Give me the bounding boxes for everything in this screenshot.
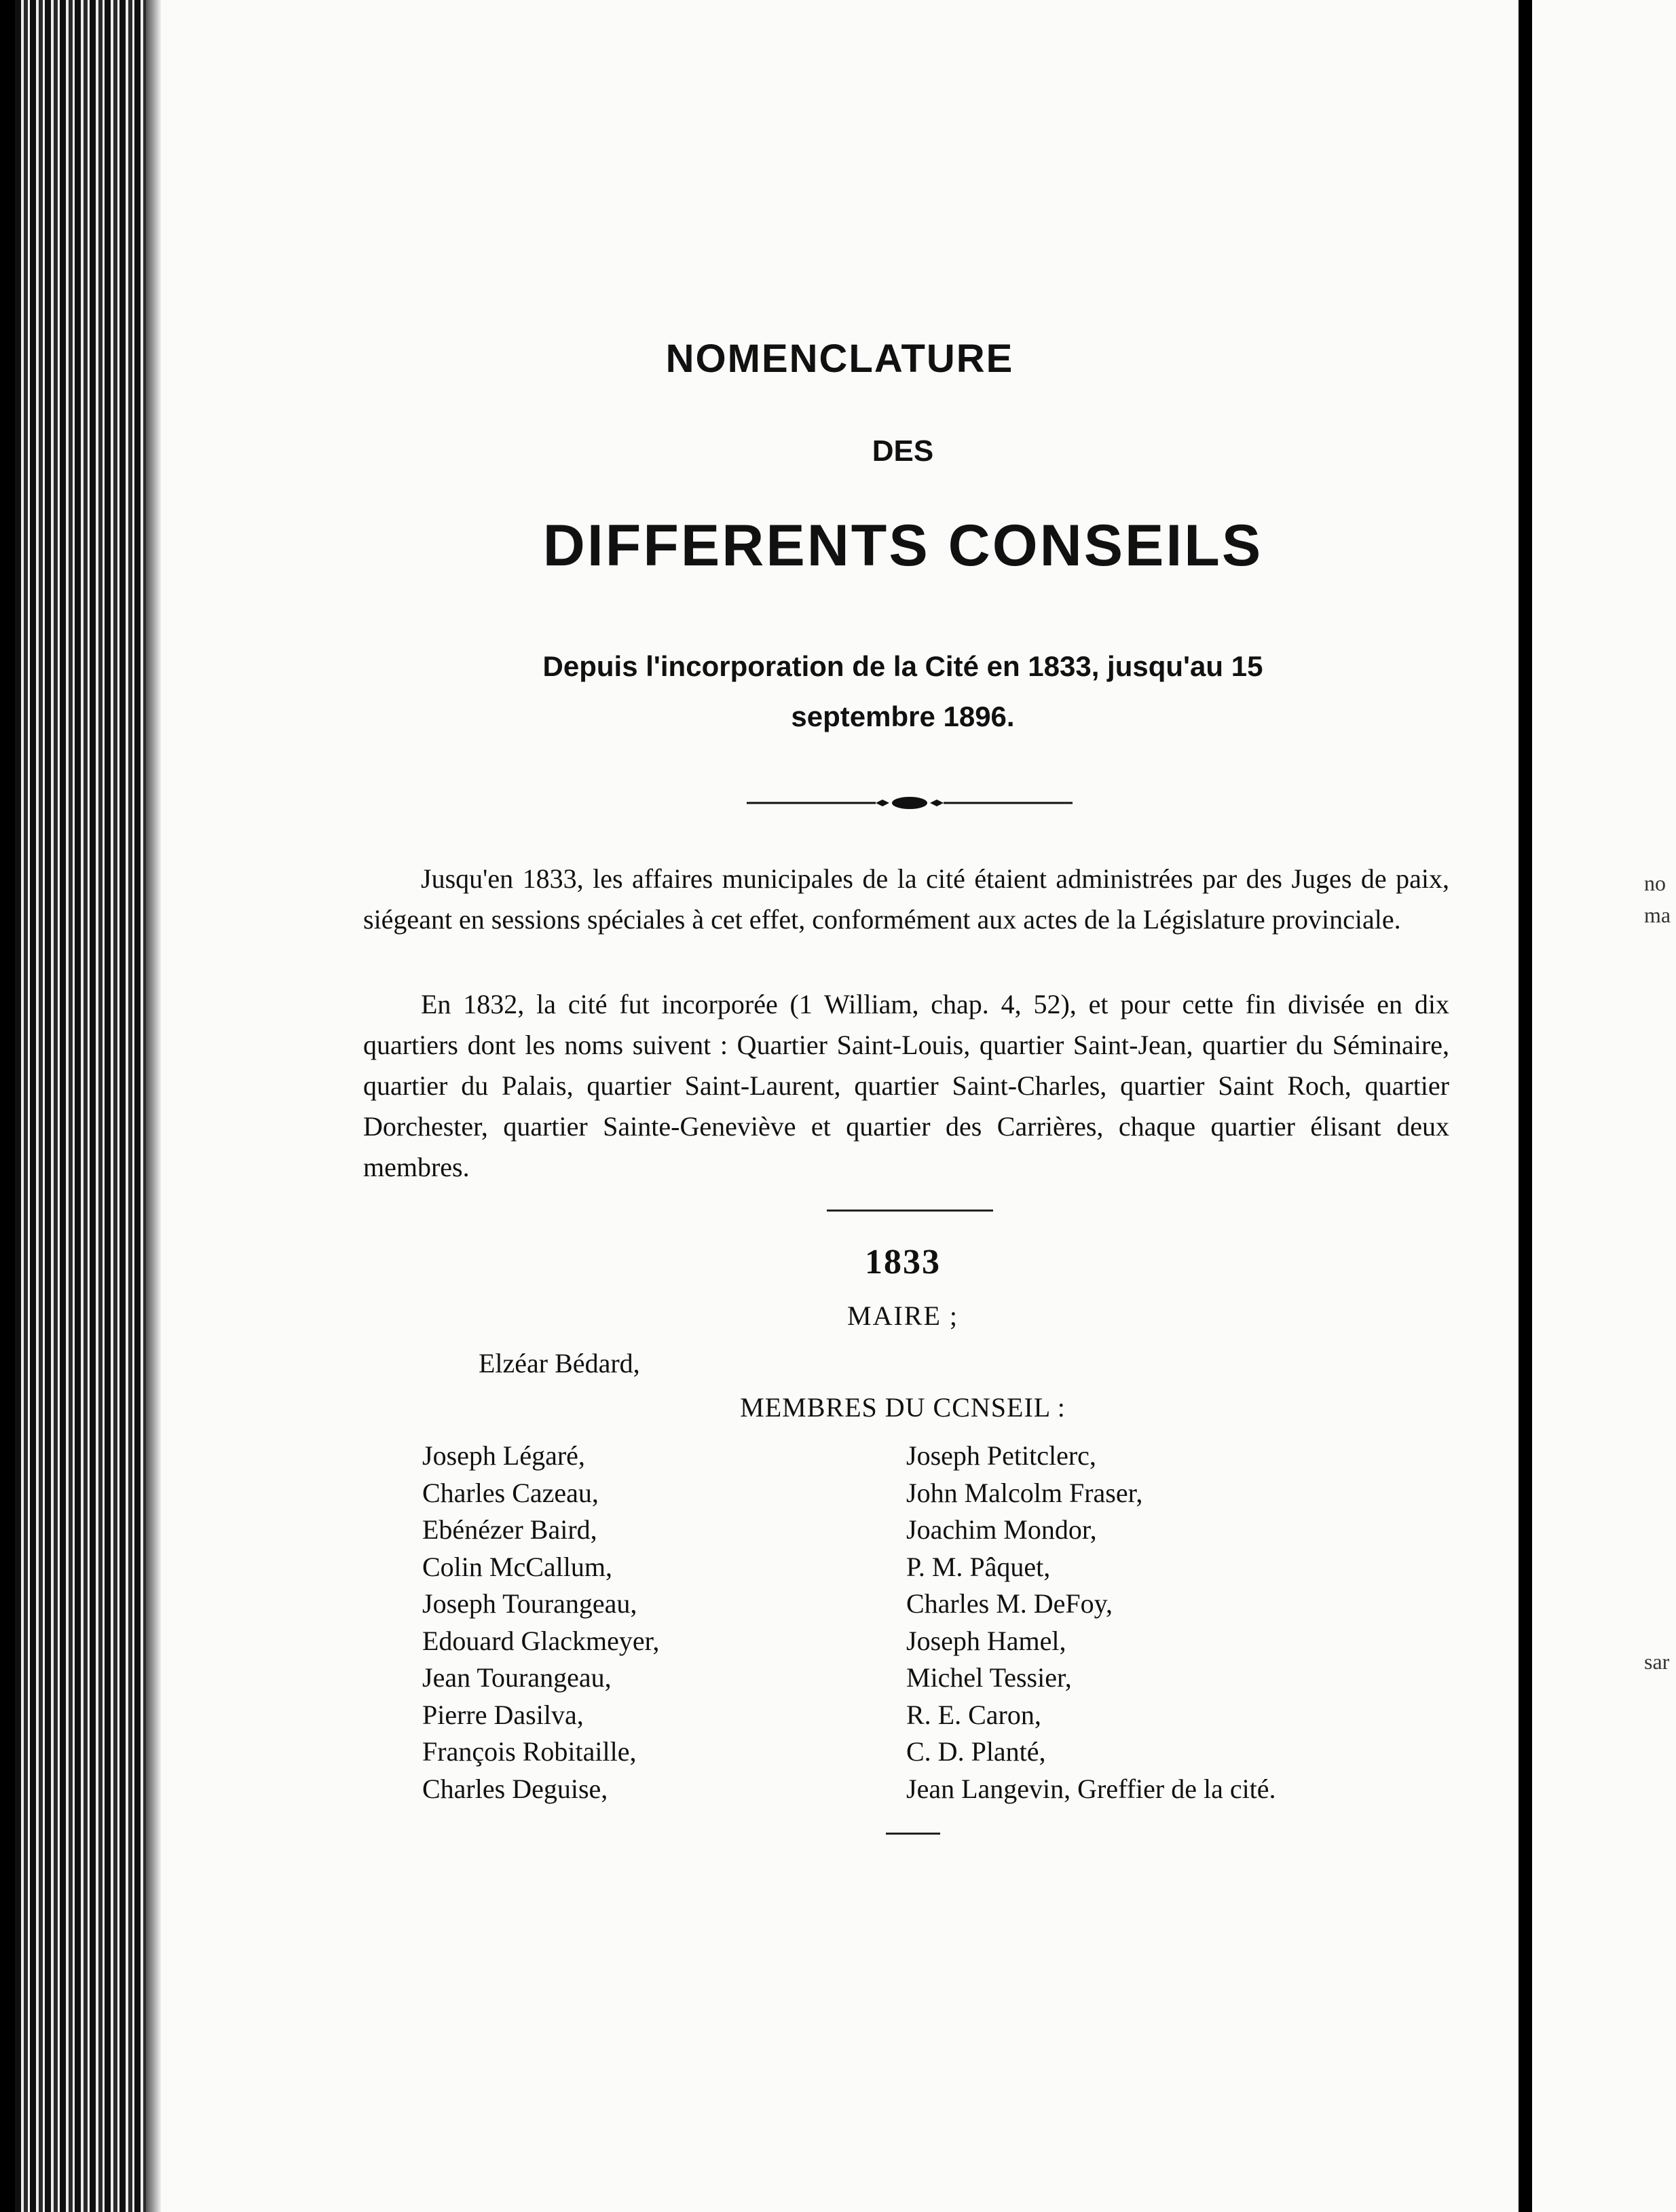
incorporation-paragraph (363, 984, 1449, 1188)
end-divider (886, 1833, 940, 1835)
mayor-heading: MAIRE ; (847, 1300, 958, 1331)
ornamental-divider (747, 793, 1073, 813)
adjacent-page-fragment: no (1644, 871, 1666, 895)
page-title: NOMENCLATURE (665, 337, 1014, 381)
list-item: Joachim Mondor, (906, 1514, 1097, 1545)
council-members-right-column (906, 1438, 1276, 1807)
adjacent-page (1532, 0, 1676, 2212)
paragraph-text: Jusqu'en 1833, les affaires municipales de la cité étaient administrées par des Juges de paix, siégeant en sessions spéciales à cet effet, conformément aux actes de la Législature provinciale. (363, 863, 1449, 935)
list-item: P. M. Pâquet, (906, 1551, 1051, 1582)
adjacent-page-fragment: ma (1644, 903, 1671, 927)
adjacent-page-fragment: sar (1644, 1649, 1670, 1674)
section-year: 1833 (865, 1243, 941, 1281)
list-item: Joseph Petitclerc, (906, 1440, 1096, 1471)
list-item: Jean Tourangeau, (422, 1662, 612, 1693)
intro-paragraph (363, 859, 1449, 940)
council-members-left-column (422, 1438, 659, 1807)
list-item: R. E. Caron, (906, 1699, 1041, 1730)
list-item: Michel Tessier, (906, 1662, 1072, 1693)
page-subtitle: Depuis l'incorporation de la Cité en 1833, jusqu'au 15 septembre 1896. (542, 650, 1263, 732)
list-item: John Malcolm Fraser, (906, 1477, 1143, 1508)
list-item: Ebénézer Baird, (422, 1514, 597, 1545)
council-members-heading: MEMBRES DU CCNSEIL : (740, 1392, 1066, 1423)
list-item: Charles M. DeFoy, (906, 1588, 1113, 1619)
list-item: Joseph Tourangeau, (422, 1588, 637, 1619)
scan-border-right (1519, 0, 1532, 2212)
list-item: Joseph Hamel, (906, 1625, 1066, 1656)
list-item: Jean Langevin, Greffier de la cité. (906, 1773, 1276, 1804)
paragraph-text: En 1832, la cité fut incorporée (1 William, chap. 4, 52), et pour cette fin divisée en dix quartiers dont les noms suivent : Quartier Saint-Louis, quartier Saint-Jean, quartier du Séminaire, quartier du Palais, quartier Saint-Laurent, quartier Saint-Charles, quartier Saint Roch, quartier Dorchester, quartier Sainte-Geneviève et quartier des Carrières, chaque quartier élisant deux membres. (363, 989, 1449, 1182)
mayor-name: Elzéar Bédard, (479, 1348, 640, 1379)
list-item: François Robitaille, (422, 1736, 637, 1767)
list-item: Pierre Dasilva, (422, 1699, 584, 1730)
list-item: Charles Deguise, (422, 1773, 608, 1804)
book-page-edges (0, 0, 146, 2212)
scan-border-left (0, 0, 15, 2212)
list-item: Joseph Légaré, (422, 1440, 585, 1471)
list-item: C. D. Planté, (906, 1736, 1046, 1767)
section-divider (827, 1210, 993, 1212)
list-item: Edouard Glackmeyer, (422, 1625, 660, 1656)
list-item: Charles Cazeau, (422, 1477, 599, 1508)
list-item: Colin McCallum, (422, 1551, 612, 1582)
page-title-connector: DES (872, 434, 934, 468)
book-gutter (146, 0, 161, 2212)
page-title-large: DIFFERENTS CONSEILS (542, 513, 1263, 578)
